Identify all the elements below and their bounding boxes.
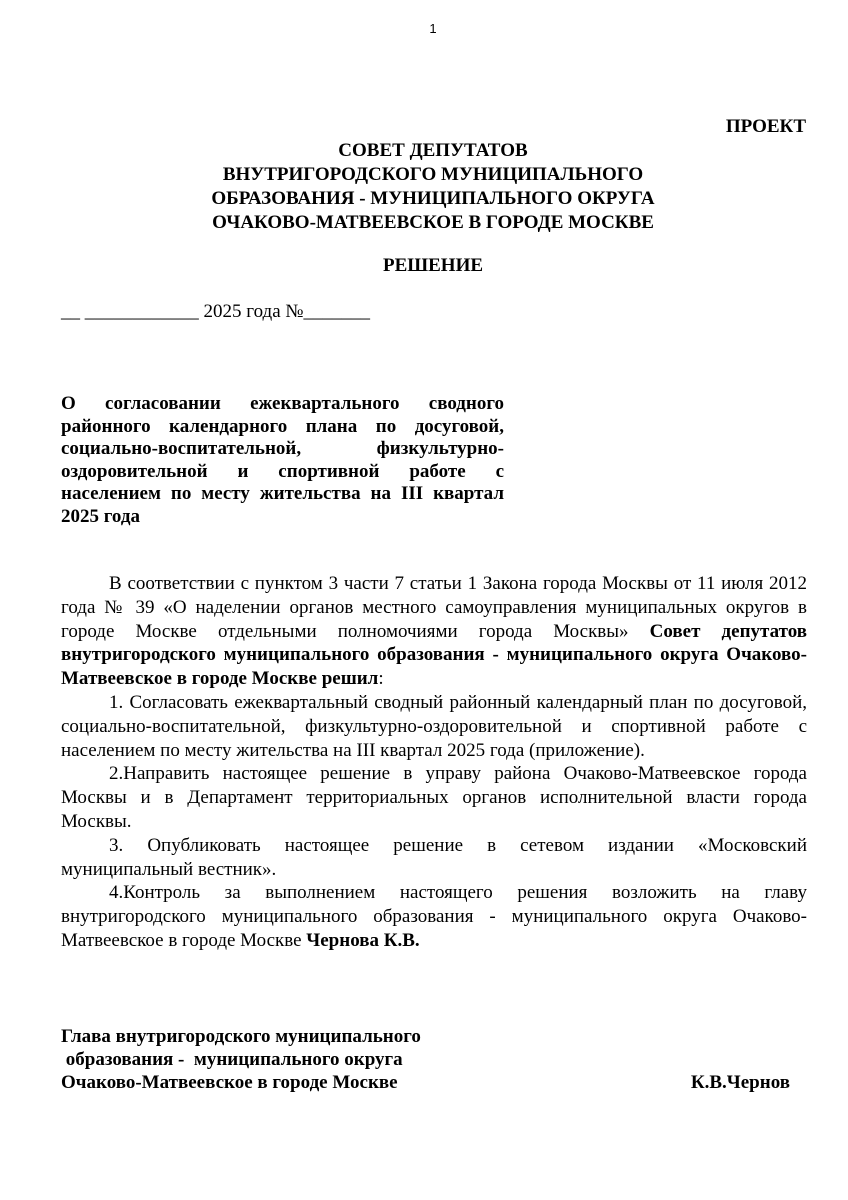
signer-name: К.В.Чернов: [690, 1072, 790, 1093]
decision-item: 2.Направить настоящее решение в управу района Очаково-Матвеевское города Москвы и в Департамент территориальных органов исполнительной власти города Москвы.: [61, 763, 807, 832]
preamble-text: В соответствии с пунктом 3 части 7 статьи 1 Закона города Москвы от 11 июля 2012 года № 39 «О наделении органов местного самоуправления муниципальных округов в городе Москве отдельными полномочиями города Москвы»: [61, 573, 807, 642]
decision-item: [61, 881, 807, 952]
council-title-line: ВНУТРИГОРОДСКОГО МУНИЦИПАЛЬНОГО: [222, 164, 644, 185]
signature-block: [61, 1025, 801, 1094]
decision-heading: РЕШЕНИЕ: [382, 255, 484, 276]
council-title-line: ОБРАЗОВАНИЯ - МУНИЦИПАЛЬНОГО ОКРУГА: [211, 188, 655, 209]
council-title-line: СОВЕТ ДЕПУТАТОВ: [338, 140, 528, 161]
council-title-line: ОЧАКОВО-МАТВЕЕВСКОЕ В ГОРОДЕ МОСКВЕ: [212, 212, 654, 233]
item4-bold: Чернова К.В.: [306, 929, 420, 951]
draft-label: ПРОЕКТ: [725, 116, 806, 137]
signature-title-line: Очаково-Матвеевское в городе Москве: [61, 1072, 398, 1093]
preamble-bold: Совет депутатов внутригородского муниципального образования - муниципального округа Очаково-Матвеевское в городе Москве решил: [61, 620, 807, 690]
decision-subject: О согласовании ежеквартального сводного районного календарного плана по досуговой, социально-воспитательной, физкультурно-оздоровительной и спортивной работе с населением по месту жительства на III квартал 2025 года: [61, 393, 504, 527]
council-title: [0, 139, 848, 235]
signature-title-line: Глава внутригородского муниципального: [61, 1026, 421, 1047]
preamble-paragraph: [61, 572, 807, 691]
item4-text: 4.Контроль за выполнением настоящего решения возложить на главу внутригородского муниципального образования - муниципального округа Очаково-Матвеевское в городе Москве: [61, 882, 807, 951]
decision-item: 3. Опубликовать настоящее решение в сетевом издании «Московский муниципальный вестник».: [61, 834, 807, 880]
signature-title-line: образования - муниципального округа: [61, 1049, 403, 1070]
decision-item: 1. Согласовать ежеквартальный сводный районный календарный план по досуговой, социально-воспитательной, физкультурно-оздоровительной и спортивной работе с населением по месту жительства на III квартал 2025 года (приложение).: [61, 691, 807, 761]
date-number-line: __ ____________ 2025 года №_______: [61, 301, 371, 322]
decision-body: [61, 572, 807, 953]
preamble-end: :: [378, 668, 384, 690]
page-number: 1: [429, 21, 437, 36]
